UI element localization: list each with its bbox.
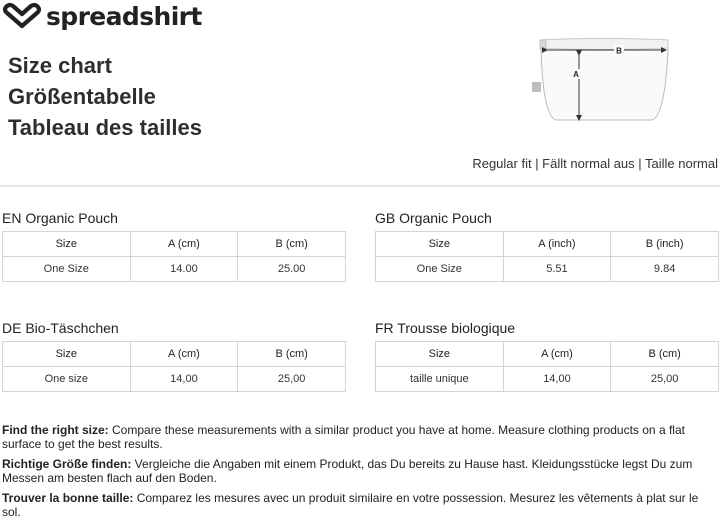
header-a: A (cm) [503,342,611,367]
header-size: Size [3,342,131,367]
table-row [376,257,719,282]
note-en-label: Find the right size: [2,423,109,437]
title-en: Size chart [8,53,112,78]
table-row [3,257,346,282]
cell-a: 14.00 [130,257,238,282]
size-table-en [2,231,346,282]
cell-a: 14,00 [503,367,611,392]
fit-note: Regular fit | Fällt normal aus | Taille normal [472,156,718,171]
table-row [376,367,719,392]
cell-b: 25,00 [238,367,346,392]
table-row [3,367,346,392]
cell-size: One Size [3,257,131,282]
cell-size: taille unique [376,367,504,392]
cell-b: 9.84 [611,257,719,282]
table-header-row [376,342,719,367]
size-table-en-section [2,209,347,282]
dimension-a-label: A [573,70,579,79]
table-header-row [3,342,346,367]
size-table-fr-section [375,319,720,392]
size-table-gb [375,231,719,282]
title-fr: Tableau des tailles [8,115,203,140]
table-title-de: DE Bio-Täschchen [2,320,119,336]
cell-size: One size [3,367,131,392]
header-a: A (cm) [130,232,238,257]
measurement-notes [2,423,718,525]
cell-b: 25,00 [611,367,719,392]
header-size: Size [3,232,131,257]
divider [0,185,720,187]
note-en [2,423,718,451]
header-b: B (cm) [238,342,346,367]
note-en-text: Compare these measurements with a similar product you have at home. Measure clothing products on a flat surface to get the best results. [2,423,685,451]
table-title-fr: FR Trousse biologique [375,320,516,336]
table-title-gb: GB Organic Pouch [375,210,492,226]
brand-name: spreadshirt [46,1,202,31]
header-a: A (inch) [503,232,611,257]
table-header-row [376,232,719,257]
note-fr [2,491,718,519]
size-table-de [2,341,346,392]
brand-logo[interactable] [2,2,202,30]
size-table-fr [375,341,719,392]
size-table-de-section [2,319,347,392]
cell-a: 14,00 [130,367,238,392]
cell-b: 25.00 [238,257,346,282]
header-b: B (cm) [238,232,346,257]
cell-a: 5.51 [503,257,611,282]
pouch-diagram [528,36,672,126]
cell-size: One Size [376,257,504,282]
table-header-row [3,232,346,257]
header-size: Size [376,342,504,367]
table-title-en: EN Organic Pouch [2,210,118,226]
note-fr-text: Comparez les mesures avec un produit similaire en votre possession. Mesurez les vêtements à plat sur le sol. [2,491,699,519]
title-de: Größentabelle [8,84,156,109]
page-titles [8,50,202,143]
header-b: B (cm) [611,342,719,367]
dimension-b-label: B [616,46,622,56]
note-de-text: Vergleiche die Angaben mit einem Produkt, das Du bereits zu Hause hast. Kleidungsstücke legst Du zum Messen am besten flach auf den Boden. [2,457,693,485]
note-de [2,457,718,485]
size-table-gb-section [375,209,720,282]
header-b: B (inch) [611,232,719,257]
heart-outline-icon [2,3,42,29]
header-size: Size [376,232,504,257]
header-a: A (cm) [130,342,238,367]
note-fr-label: Trouver la bonne taille: [2,491,134,505]
note-de-label: Richtige Größe finden: [2,457,132,471]
